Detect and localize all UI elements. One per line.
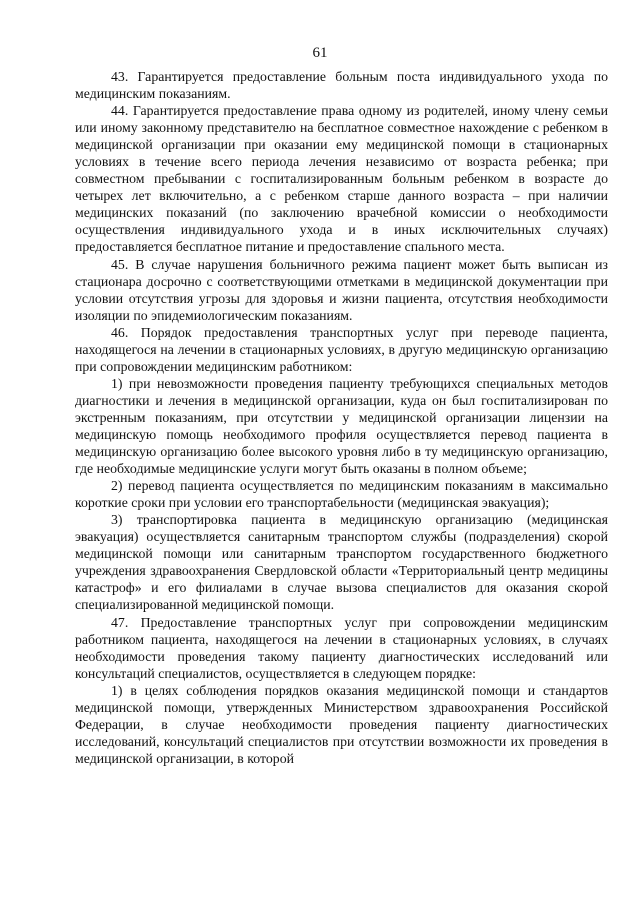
paragraph-43: 43. Гарантируется предоставление больным поста индивидуального ухода по медицинским показаниям. bbox=[75, 69, 608, 102]
paragraph-46-item-2: 2) перевод пациента осуществляется по медицинским показаниям в максимально короткие сроки при условии его транспортабельности (медицинская эвакуация); bbox=[75, 478, 608, 511]
paragraph-46-item-3: 3) транспортировка пациента в медицинскую организацию (медицинская эвакуация) осуществляется санитарным транспортом службы (подразделения) скорой медицинской помощи или санитарным транспортом государственного бюджетного учреждения здравоохранения Свердловской области «Территориальный центр медицины катастроф» и его филиалами в случае вызова специалистов для оказания скорой специализированной медицинской помощи. bbox=[75, 512, 608, 613]
paragraph-44: 44. Гарантируется предоставление права одному из родителей, иному члену семьи или иному законному представителю на бесплатное совместное нахождение с ребенком в медицинской организации при оказании ему медицинской помощи в стационарных условиях в течение всего периода лечения независимо от возраста ребенка; при совместном пребывании с госпитализированным больным ребенком в возрасте до четырех лет включительно, а с ребенком старше данного возраста – при наличии медицинских показаний (по заключению врачебной комиссии о необходимости осуществления индивидуального ухода и в иных исключительных случаях) предоставляется бесплатное питание и предоставление спального места. bbox=[75, 103, 608, 255]
page-number: 61 bbox=[312, 45, 328, 61]
paragraph-47-item-1: 1) в целях соблюдения порядков оказания медицинской помощи и стандартов медицинской помощи, утвержденных Министерством здравоохранения Российской Федерации, в случае необходимости проведения пациенту диагностических исследований, консультаций специалистов при отсутствии возможности их проведения в медицинской организации, в которой bbox=[75, 682, 608, 766]
paragraph-46-item-1: 1) при невозможности проведения пациенту требующихся специальных методов диагностики и лечения в медицинской организации, куда он был госпитализирован по экстренным показаниям, при отсутствии у медицинской организации лицензии на медицинскую помощь необходимого профиля осуществляется перевод пациента в медицинскую организацию более высокого уровня либо в ту медицинскую организацию, где необходимые медицинские услуги могут быть оказаны в полном объеме; bbox=[75, 375, 608, 477]
paragraph-47: 47. Предоставление транспортных услуг при сопровождении медицинским работником пациента, находящегося на лечении в стационарных условиях, в случаях необходимости проведения такому пациенту диагностических исследований или консультаций специалистов, осуществляется в следующем порядке: bbox=[75, 614, 608, 681]
paragraph-45: 45. В случае нарушения больничного режима пациент может быть выписан из стационара досрочно с соответствующими отметками в медицинской документации при условии отсутствия угрозы для здоровья и жизни пациента, отсутствия необходимости изоляции по эпидемиологическим показаниям. bbox=[75, 256, 608, 323]
paragraph-46: 46. Порядок предоставления транспортных услуг при переводе пациента, находящегося на лечении в стационарных условиях, в другую медицинскую организацию при сопровождении медицинским работником: bbox=[75, 324, 608, 374]
document-body bbox=[75, 68, 608, 767]
